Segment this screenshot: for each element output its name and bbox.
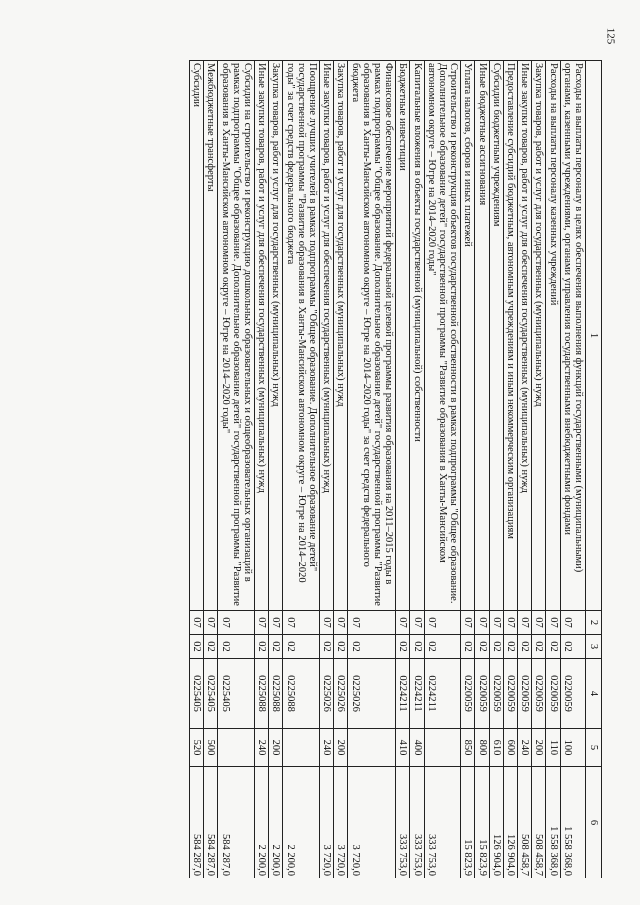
row-podrazdel: 02 <box>334 635 348 659</box>
row-razdel: 07 <box>424 611 461 635</box>
table-row <box>517 61 531 879</box>
row-expense-type: 410 <box>396 729 410 767</box>
table-row <box>475 61 489 879</box>
row-expense-type <box>283 729 320 767</box>
row-expense-type: 800 <box>475 729 489 767</box>
row-expense-type: 200 <box>532 729 546 767</box>
table-row <box>348 61 396 879</box>
row-podrazdel: 02 <box>218 635 255 659</box>
row-razdel: 07 <box>348 611 396 635</box>
table-header-row <box>586 61 602 879</box>
row-expense-type: 200 <box>334 729 348 767</box>
table-row <box>560 61 585 879</box>
row-razdel: 07 <box>254 611 268 635</box>
row-podrazdel: 02 <box>503 635 517 659</box>
row-podrazdel: 02 <box>254 635 268 659</box>
row-podrazdel: 02 <box>475 635 489 659</box>
row-razdel: 07 <box>269 611 283 635</box>
header-col-6: 6 <box>586 767 602 879</box>
row-razdel: 07 <box>503 611 517 635</box>
row-razdel: 07 <box>410 611 424 635</box>
row-target-article: 0220059 <box>475 659 489 729</box>
row-podrazdel: 02 <box>348 635 396 659</box>
row-target-article: 0225088 <box>254 659 268 729</box>
row-razdel: 07 <box>560 611 585 635</box>
row-amount: 2 200,0 <box>283 767 320 879</box>
table-row <box>532 61 546 879</box>
row-expense-type: 520 <box>189 729 203 767</box>
row-expense-type: 240 <box>517 729 531 767</box>
row-name: Капитальные вложения в объекты государственной (муниципальной) собственности <box>410 61 424 611</box>
row-podrazdel: 02 <box>189 635 203 659</box>
row-amount: 584 287,0 <box>204 767 218 879</box>
row-amount: 1 558 368,0 <box>560 767 585 879</box>
row-amount: 333 753,0 <box>396 767 410 879</box>
table-row <box>334 61 348 879</box>
table-row <box>503 61 517 879</box>
row-amount: 126 904,0 <box>489 767 503 879</box>
header-col-3: 3 <box>586 635 602 659</box>
row-expense-type: 850 <box>461 729 475 767</box>
table-row <box>218 61 255 879</box>
row-razdel: 07 <box>396 611 410 635</box>
row-expense-type <box>348 729 396 767</box>
row-target-article: 0225026 <box>334 659 348 729</box>
table-row <box>461 61 475 879</box>
table-row <box>254 61 268 879</box>
row-podrazdel: 02 <box>560 635 585 659</box>
row-podrazdel: 02 <box>517 635 531 659</box>
header-col-5: 5 <box>586 729 602 767</box>
row-target-article: 0225405 <box>189 659 203 729</box>
row-razdel: 07 <box>189 611 203 635</box>
row-amount: 126 904,0 <box>503 767 517 879</box>
row-expense-type: 240 <box>319 729 333 767</box>
row-name: Строительство и реконструкция объектов государственной собственности в рамках подпрограммы "Общее образование. Дополнительное образование детей" государственной программы "Развитие образования в Ханты-Мансийском автономном округе – Югре на 2014–2020 годы" <box>424 61 461 611</box>
row-target-article: 0220059 <box>503 659 517 729</box>
row-amount: 15 823,9 <box>475 767 489 879</box>
row-target-article: 0220059 <box>461 659 475 729</box>
row-name: Иные закупки товаров, работ и услуг для обеспечения государственных (муниципальных) нужд <box>517 61 531 611</box>
row-name: Иные бюджетные ассигнования <box>475 61 489 611</box>
row-podrazdel: 02 <box>283 635 320 659</box>
table-row <box>283 61 320 879</box>
row-target-article: 0224211 <box>396 659 410 729</box>
table-row <box>489 61 503 879</box>
row-target-article: 0225405 <box>218 659 255 729</box>
row-name: Финансовое обеспечение мероприятий федеральной целевой программы развития образования на 2011–2015 годы в рамках подпрограммы "Общее образование. Дополнительное образование детей" государственной программы "Развитие образования в Ханты-Мансийском автономном округе – Югре на 2014–2020 годы" за счет средств федерального бюджета <box>348 61 396 611</box>
table-row <box>269 61 283 879</box>
row-razdel: 07 <box>334 611 348 635</box>
row-amount: 508 458,7 <box>532 767 546 879</box>
row-name: Иные закупки товаров, работ и услуг для обеспечения государственных (муниципальных) нужд <box>254 61 268 611</box>
header-col-2: 2 <box>586 611 602 635</box>
rotated-table-container <box>72 60 602 878</box>
table-row <box>189 61 203 879</box>
row-amount: 3 720,0 <box>334 767 348 879</box>
row-podrazdel: 02 <box>410 635 424 659</box>
row-target-article: 0220059 <box>532 659 546 729</box>
table-row <box>319 61 333 879</box>
row-target-article: 0224211 <box>424 659 461 729</box>
row-expense-type: 500 <box>204 729 218 767</box>
row-podrazdel: 02 <box>396 635 410 659</box>
header-col-1: 1 <box>586 61 602 611</box>
row-amount: 333 753,0 <box>424 767 461 879</box>
row-podrazdel: 02 <box>424 635 461 659</box>
row-name: Межбюджетные трансферты <box>204 61 218 611</box>
row-amount: 584 287,0 <box>189 767 203 879</box>
row-target-article: 0220059 <box>546 659 560 729</box>
row-expense-type: 600 <box>503 729 517 767</box>
row-name: Закупка товаров, работ и услуг для государственных (муниципальных) нужд <box>269 61 283 611</box>
row-name: Бюджетные инвестиции <box>396 61 410 611</box>
header-col-4: 4 <box>586 659 602 729</box>
table-row <box>204 61 218 879</box>
row-amount: 333 753,0 <box>410 767 424 879</box>
row-target-article: 0220059 <box>517 659 531 729</box>
page-number: 125 <box>603 27 616 45</box>
row-razdel: 07 <box>546 611 560 635</box>
row-name: Расходы на выплаты персоналу в целях обеспечения выполнения функций государственными (муниципальными) органами, казенными учреждениями, органами управления государственными внебюджетными фондами <box>560 61 585 611</box>
row-target-article: 0225088 <box>269 659 283 729</box>
row-expense-type: 400 <box>410 729 424 767</box>
row-amount: 2 200,0 <box>254 767 268 879</box>
row-razdel: 07 <box>532 611 546 635</box>
row-expense-type: 610 <box>489 729 503 767</box>
row-amount: 1 558 368,0 <box>546 767 560 879</box>
row-razdel: 07 <box>475 611 489 635</box>
row-amount: 3 720,0 <box>348 767 396 879</box>
row-razdel: 07 <box>517 611 531 635</box>
row-razdel: 07 <box>461 611 475 635</box>
row-target-article: 0220059 <box>560 659 585 729</box>
row-podrazdel: 02 <box>532 635 546 659</box>
row-expense-type <box>218 729 255 767</box>
row-amount: 508 458,7 <box>517 767 531 879</box>
row-target-article: 0220059 <box>489 659 503 729</box>
table-row <box>424 61 461 879</box>
row-name: Субсидии бюджетным учреждениям <box>489 61 503 611</box>
row-expense-type: 100 <box>560 729 585 767</box>
row-razdel: 07 <box>489 611 503 635</box>
row-name: Субсидии на строительство и реконструкцию дошкольных образовательных и общеобразовательных организаций в рамках подпрограммы "Общее образование. Дополнительное образование детей" государственной программы "Развитие образования в Ханты-Мансийском автономном округе – Югре на 2014–2020 годы" <box>218 61 255 611</box>
table-row <box>396 61 410 879</box>
row-razdel: 07 <box>283 611 320 635</box>
budget-table <box>189 60 602 878</box>
row-expense-type <box>424 729 461 767</box>
row-razdel: 07 <box>218 611 255 635</box>
row-name: Субсидии <box>189 61 203 611</box>
table-row <box>546 61 560 879</box>
row-podrazdel: 02 <box>489 635 503 659</box>
row-name: Расходы на выплаты персоналу казенных учреждений <box>546 61 560 611</box>
row-amount: 15 823,9 <box>461 767 475 879</box>
document-page <box>72 60 602 878</box>
row-expense-type: 200 <box>269 729 283 767</box>
row-podrazdel: 02 <box>461 635 475 659</box>
table-row <box>410 61 424 879</box>
row-target-article: 0225405 <box>204 659 218 729</box>
row-expense-type: 110 <box>546 729 560 767</box>
row-name: Иные закупки товаров, работ и услуг для обеспечения государственных (муниципальных) нужд <box>319 61 333 611</box>
row-expense-type: 240 <box>254 729 268 767</box>
row-target-article: 0225088 <box>283 659 320 729</box>
row-podrazdel: 02 <box>269 635 283 659</box>
row-target-article: 0225026 <box>348 659 396 729</box>
row-name: Закупка товаров, работ и услуг для государственных (муниципальных) нужд <box>334 61 348 611</box>
row-razdel: 07 <box>204 611 218 635</box>
row-name: Предоставление субсидий бюджетным, автономным учреждениям и иным некоммерческим организациям <box>503 61 517 611</box>
table-body <box>189 61 585 879</box>
row-podrazdel: 02 <box>546 635 560 659</box>
row-razdel: 07 <box>319 611 333 635</box>
row-amount: 2 200,0 <box>269 767 283 879</box>
row-name: Закупка товаров, работ и услуг для государственных (муниципальных) нужд <box>532 61 546 611</box>
row-name: Поощрение лучших учителей в рамках подпрограммы "Общее образование. Дополнительное образование детей" государственной программы "Развитие образования в Ханты-Мансийском автономном округе – Югре на 2014–2020 годы" за счет средств федерального бюджета <box>283 61 320 611</box>
row-podrazdel: 02 <box>204 635 218 659</box>
row-name: Уплата налогов, сборов и иных платежей <box>461 61 475 611</box>
row-target-article: 0225026 <box>319 659 333 729</box>
row-podrazdel: 02 <box>319 635 333 659</box>
row-amount: 3 720,0 <box>319 767 333 879</box>
row-target-article: 0224211 <box>410 659 424 729</box>
row-amount: 584 287,0 <box>218 767 255 879</box>
